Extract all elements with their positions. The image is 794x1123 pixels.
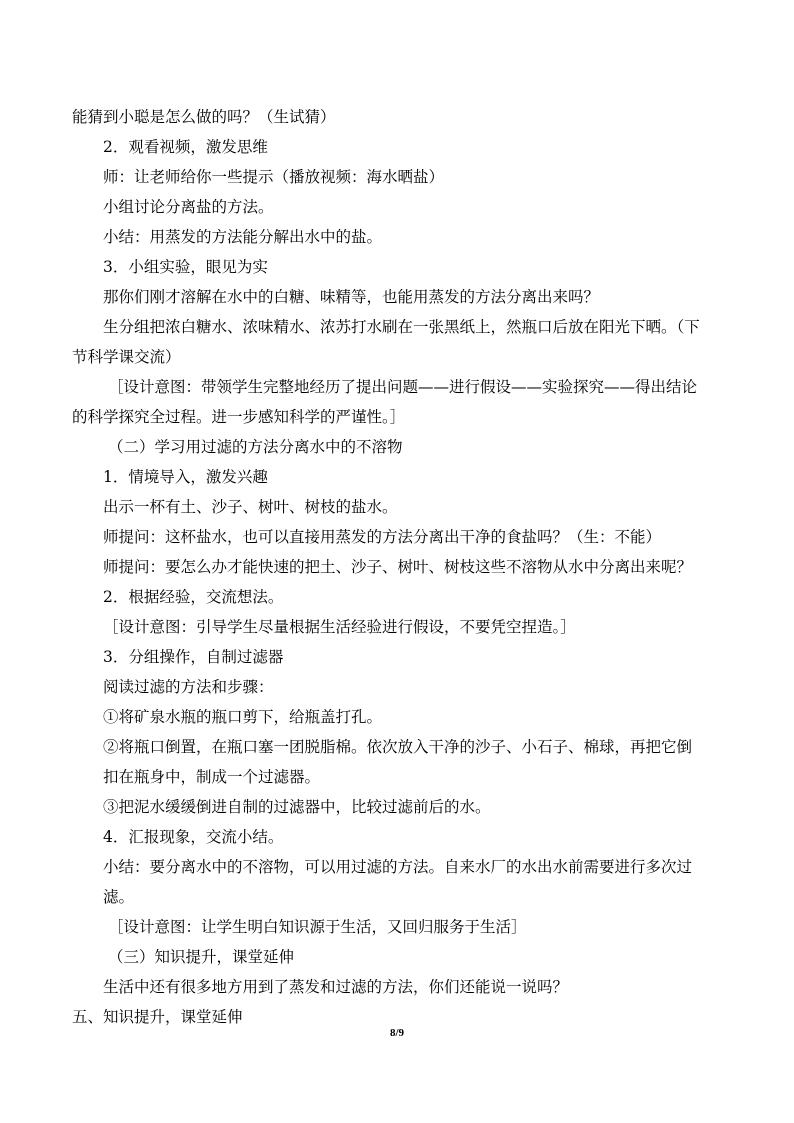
design-intent-note: ［设计意图：引导学生尽量根据生活经验进行假设，不要凭空捏造。］ [103, 618, 576, 636]
design-intent-note: 的科学探究全过程。进一步感知科学的严谨性。］ [72, 408, 406, 426]
text-line: 师提问：这杯盐水，也可以直接用蒸发的方法分离出干净的食盐吗？（生：不能） [103, 528, 662, 546]
section-heading: 1．情境导入，激发兴趣 [103, 468, 268, 486]
section-heading: （二）学习用过滤的方法分离水中的不溶物 [108, 438, 403, 456]
document-body [72, 102, 722, 1032]
step-item: ③把泥水缓缓倒进自制的过滤器中，比较过滤前后的水。 [103, 798, 491, 816]
text-line: 生活中还有很多地方用到了蒸发和过滤的方法，你们还能说一说吗？ [103, 978, 569, 996]
text-line: 生分组把浓白糖水、浓味精水、浓苏打水刷在一张黑纸上，然瓶口后放在阳光下晒。（下 [103, 318, 700, 336]
text-line: 小结：要分离水中的不溶物，可以用过滤的方法。自来水厂的水出水前需要进行多次过 [103, 858, 693, 876]
text-line: 出示一杯有土、沙子、树叶、树枝的盐水。 [103, 498, 398, 516]
section-heading: 2．根据经验，交流想法。 [103, 588, 284, 606]
text-line: 那你们刚才溶解在水中的白糖、味精等，也能用蒸发的方法分离出来吗？ [103, 288, 600, 306]
section-heading: 4．汇报现象，交流小结。 [103, 828, 284, 846]
text-line: 阅读过滤的方法和步骤： [103, 678, 274, 696]
page-number: 8/9 [389, 1027, 405, 1039]
design-intent-note: ［设计意图：让学生明白知识源于生活，又回归服务于生活］ [108, 918, 527, 936]
design-intent-note: ［设计意图：带领学生完整地经历了提出问题——进行假设——实验探究——得出结论 [108, 378, 698, 396]
section-heading: （三）知识提升，课堂延伸 [108, 948, 295, 966]
text-line: 师：让老师给你一些提示（播放视频：海水晒盐） [103, 168, 445, 186]
section-heading: 2．观看视频，激发思维 [103, 138, 268, 156]
section-heading: 五、知识提升，课堂延伸 [72, 1008, 243, 1026]
text-line: 节科学课交流） [72, 348, 181, 366]
step-item: ②将瓶口倒置，在瓶口塞一团脱脂棉。依次放入干净的沙子、小石子、棉球，再把它倒 [103, 738, 693, 756]
text-line: 滤。 [103, 888, 135, 906]
step-item: ①将矿泉水瓶的瓶口剪下，给瓶盖打孔。 [103, 708, 383, 726]
section-heading: 3．分组操作，自制过滤器 [103, 648, 284, 666]
text-line: 师提问：要怎么办才能快速的把土、沙子、树叶、树枝这些不溶物从水中分离出来呢？ [103, 558, 693, 576]
section-heading: 3．小组实验，眼见为实 [103, 258, 268, 276]
text-line: 能猜到小聪是怎么做的吗？（生试猜） [72, 108, 336, 126]
text-line: 小组讨论分离盐的方法。 [103, 198, 274, 216]
step-item: 扣在瓶身中，制成一个过滤器。 [103, 768, 321, 786]
text-line: 小结：用蒸发的方法能分解出水中的盐。 [103, 228, 383, 246]
